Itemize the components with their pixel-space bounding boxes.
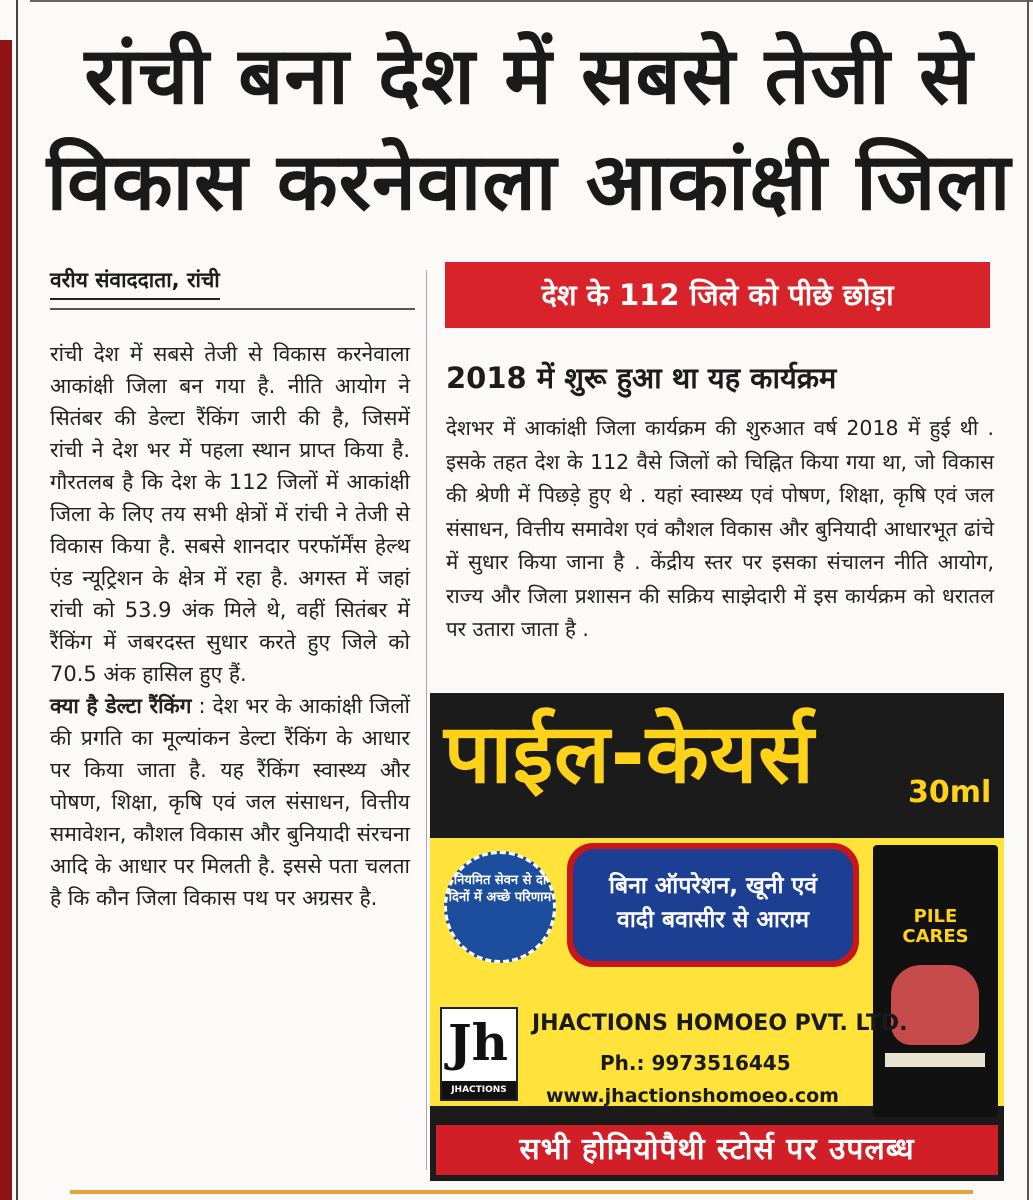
logo-mark: Jh <box>448 1013 509 1072</box>
headline-line-1: रांची बना देश में सबसे तेजी से <box>84 30 974 122</box>
product-package-label <box>873 907 998 947</box>
ad-product-title: पाईल-केयर्स <box>444 707 815 802</box>
advertisement <box>430 693 1004 1181</box>
page-edge-red-bar <box>0 40 12 1200</box>
page-top-border <box>30 0 1033 2</box>
left-paragraph-1: रांची देश में सबसे तेजी से विकास करनेवाला आकांक्षी जिला बन गया है. नीति आयोग ने सितंबर की डेल्टा रैंकिंग जारी की है, जिसमें रांची ने देश भर में पहला स्थान प्राप्त किया है. गौरतलब है कि देश के 112 जिलों में आकांक्षी जिला के लिए तय सभी क्षेत्रों में रांची ने तेजी से विकास किया है. सबसे शानदार परफॉर्मेंस हेल्थ एंड न्यूट्रिशन के क्षेत्र में रहा है. अगस्त में जहां रांची को 53.9 अंक मिले थे, वहीं सितंबर में रैंकिंग में जबरदस्त सुधार करते हुए जिले को 70.5 अंक हासिल हुए हैं. <box>50 342 410 686</box>
right-column-text: देशभर में आकांक्षी जिला कार्यक्रम की शुरुआत वर्ष 2018 में हुई थी . इसके तहत देश के 112 वैसे जिलों को चिह्नित किया गया था, जो विकास की श्रेणी में पिछड़े हुए थे . यहां स्वास्थ्य एवं पोषण, शिक्षा, कृषि एवं जल संसाधन, वित्तीय समावेश एवं कौशल विकास और बुनियादी आधारभूत ढांचे में सुधार किया जाना है . केंद्रीय स्तर पर इसका संचालन नीति आयोग, राज्य और जिला प्रशासन की सक्रिय साझेदारी में इस कार्यक्रम को धरातल पर उतारा जाता है . <box>446 416 994 641</box>
product-package-image <box>873 845 998 1117</box>
pack-label-line-1: PILE <box>913 906 958 927</box>
ad-claim-line-2: वादी बवासीर से आराम <box>617 907 809 933</box>
package-strip <box>885 1053 985 1067</box>
pack-label-line-2: CARES <box>902 926 969 947</box>
company-logo <box>440 1007 518 1101</box>
logo-name: JHACTIONS <box>442 1081 516 1099</box>
ad-claim-line-1: बिना ऑपरेशन, खूनी एवं <box>608 873 818 899</box>
ad-results-badge: नियमित सेवन से दो दिनों में अच्छे परिणाम <box>444 851 556 963</box>
page-right-border <box>1027 0 1029 1200</box>
ad-footer-banner: सभी होमियोपैथी स्टोर्स पर उपलब्ध <box>436 1125 998 1175</box>
left-column-text <box>50 338 410 914</box>
ad-claim-box <box>567 843 859 967</box>
subheading: 2018 में शुरू हुआ था यह कार्यक्रम <box>446 361 837 395</box>
column-divider <box>426 270 427 1170</box>
company-name: JHACTIONS HOMOEO PVT. LTD. <box>532 1011 908 1036</box>
ad-claim-text <box>573 849 853 961</box>
bottom-border <box>70 1190 973 1194</box>
byline-divider <box>50 308 415 310</box>
headline-line-2: विकास करनेवाला आकांक्षी जिला <box>46 136 1012 228</box>
byline: वरीय संवाददाता, रांची <box>50 266 220 300</box>
page-left-border <box>16 0 18 1200</box>
left-paragraph-2: : देश भर के आकांक्षी जिलों की प्रगति का मूल्यांकन डेल्टा रैंकिंग के आधार पर किया जाता है. यह रैंकिंग स्वास्थ्य और पोषण, शिक्षा, कृषि एवं जल संसाधन, वित्तीय समावेशन, कौशल विकास और बुनियादी संरचना आदि के आधार पर मिलती है. इससे पता चलता है कि कौन जिला विकास पथ पर अग्रसर है. <box>50 694 410 910</box>
red-highlight-banner: देश के 112 जिले को पीछे छोड़ा <box>445 262 990 328</box>
company-phone: Ph.: 9973516445 <box>600 1051 791 1075</box>
ad-product-size: 30ml <box>908 775 992 810</box>
delta-ranking-lead: क्या है डेल्टा रैंकिंग <box>50 694 192 718</box>
company-website: www.jhactionshomoeo.com <box>546 1085 839 1107</box>
